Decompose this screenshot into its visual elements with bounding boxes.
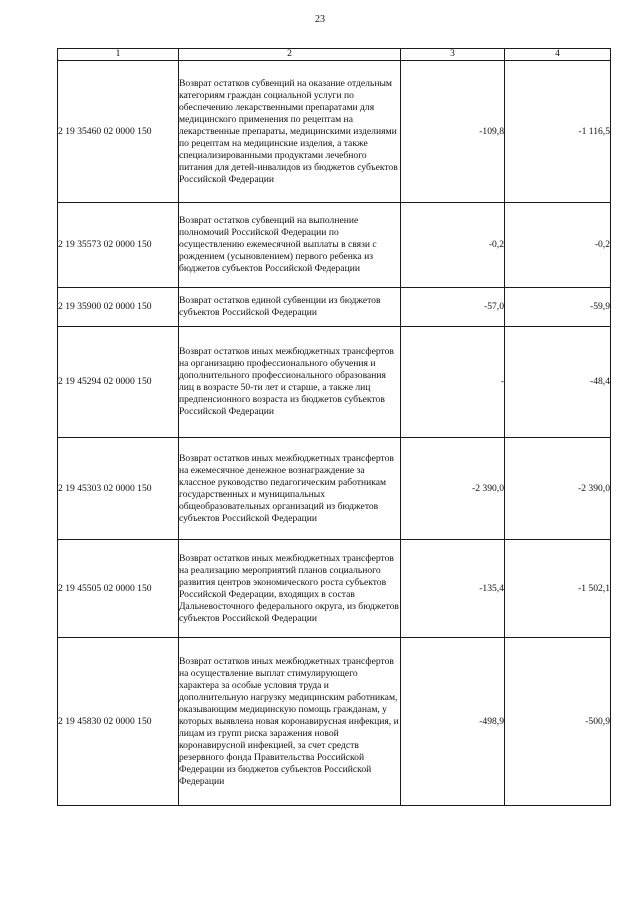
table-row	[58, 203, 611, 288]
row-value-col4: -1 116,5	[505, 61, 611, 203]
row-value-col4: -500,9	[505, 638, 611, 806]
row-name: Возврат остатков единой субвенции из бюджетов субъектов Российской Федерации	[179, 288, 401, 327]
row-value-col3: -2 390,0	[401, 438, 505, 540]
row-value-col3: -135,4	[401, 540, 505, 638]
row-value-col3: -498,9	[401, 638, 505, 806]
row-code: 2 19 45505 02 0000 150	[58, 540, 179, 638]
row-value-col3: -57,0	[401, 288, 505, 327]
row-value-col4: -48,4	[505, 327, 611, 438]
table-row	[58, 327, 611, 438]
row-code: 2 19 45830 02 0000 150	[58, 638, 179, 806]
column-header-code: 1	[58, 49, 179, 61]
row-code: 2 19 45303 02 0000 150	[58, 438, 179, 540]
row-value-col3: -109,8	[401, 61, 505, 203]
table-row	[58, 438, 611, 540]
column-header-name: 2	[179, 49, 401, 61]
column-header-col3: 3	[401, 49, 505, 61]
table-row	[58, 61, 611, 203]
table-row	[58, 288, 611, 327]
page-number: 23	[315, 14, 325, 25]
row-code: 2 19 35460 02 0000 150	[58, 61, 179, 203]
row-name: Возврат остатков субвенций на выполнение полномочий Российской Федерации по осуществлению ежемесячной выплаты в связи с рождением (усыновлением) первого ребенка из бюджетов субъектов Российской Федерации	[179, 203, 401, 288]
row-value-col3: -	[401, 327, 505, 438]
row-name: Возврат остатков иных межбюджетных трансфертов на организацию профессионального обучения и дополнительного профессионального образования лиц в возрасте 50-ти лет и старше, а также лиц предпенсионного возраста из бюджетов субъектов Российской Федерации	[179, 327, 401, 438]
row-value-col4: -59,9	[505, 288, 611, 327]
row-value-col3: -0,2	[401, 203, 505, 288]
row-name: Возврат остатков субвенций на оказание отдельным категориям граждан социальной услуги по обеспечению лекарственными препаратами для медицинского применения по рецептам на лекарственные препараты, медицинскими изделиями по рецептам на медицинские изделия, а также специализированными продуктами лечебного питания для детей-инвалидов из бюджетов субъектов Российской Федерации	[179, 61, 401, 203]
row-value-col4: -0,2	[505, 203, 611, 288]
row-code: 2 19 35573 02 0000 150	[58, 203, 179, 288]
row-code: 2 19 45294 02 0000 150	[58, 327, 179, 438]
row-name: Возврат остатков иных межбюджетных трансфертов на реализацию мероприятий планов социального развития центров экономического роста субъектов Российской Федерации, входящих в состав Дальневосточного федерального округа, из бюджетов субъектов Российской Федерации	[179, 540, 401, 638]
table-row	[58, 540, 611, 638]
budget-table	[57, 48, 611, 806]
table-row	[58, 638, 611, 806]
column-header-col4: 4	[505, 49, 611, 61]
row-value-col4: -2 390,0	[505, 438, 611, 540]
table-header-row	[58, 49, 611, 61]
row-value-col4: -1 502,1	[505, 540, 611, 638]
row-name: Возврат остатков иных межбюджетных трансфертов на ежемесячное денежное вознаграждение за классное руководство педагогическим работникам государственных и муниципальных общеобразовательных организаций из бюджетов субъектов Российской Федерации	[179, 438, 401, 540]
row-code: 2 19 35900 02 0000 150	[58, 288, 179, 327]
row-name: Возврат остатков иных межбюджетных трансфертов на осуществление выплат стимулирующего характера за особые условия труда и дополнительную нагрузку медицинским работникам, оказывающим медицинскую помощь гражданам, у которых выявлена новая коронавирусная инфекция, и лицам из групп риска заражения новой коронавирусной инфекцией, за счет средств резервного фонда Правительства Российской Федерации из бюджетов субъектов Российской Федерации	[179, 638, 401, 806]
